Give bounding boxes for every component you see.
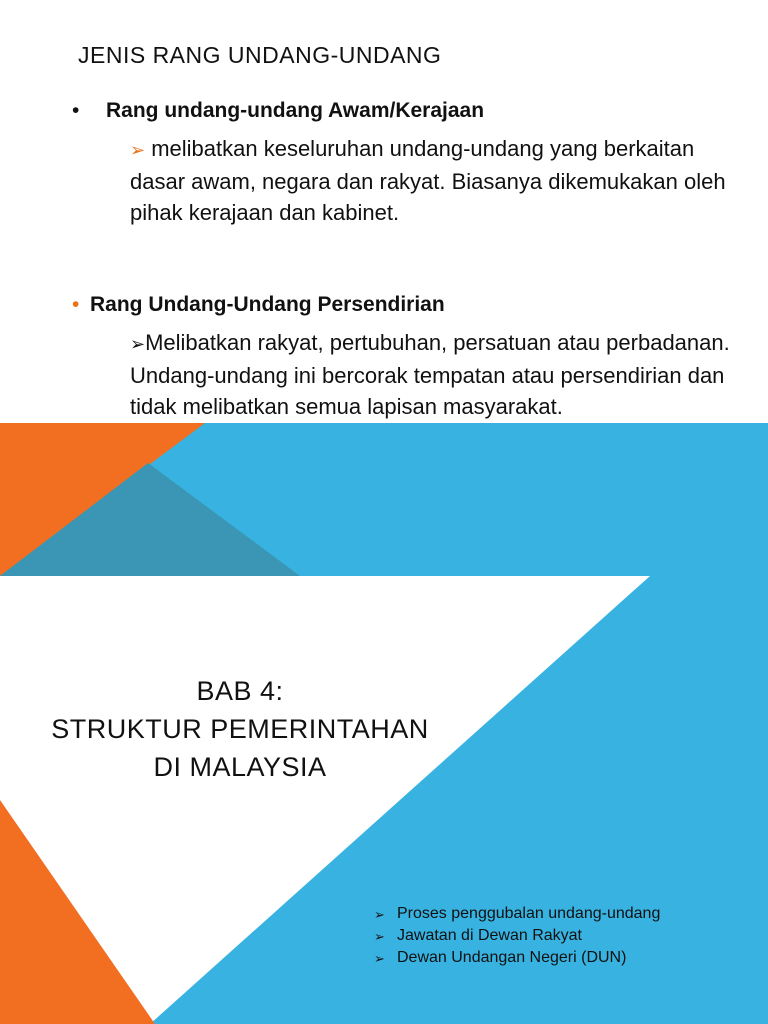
topic-text: Jawatan di Dewan Rakyat [397,927,582,944]
slide-title: JENIS RANG UNDANG-UNDANG [78,42,442,68]
topic-item [374,925,674,947]
bullet-icon: • [72,99,80,122]
section-description [130,133,750,228]
section-private-bill [72,291,750,422]
section-heading [72,291,750,319]
section-description [130,327,750,422]
topic-item [374,903,674,925]
chapter-title-line: STRUKTUR PEMERINTAHAN [51,714,429,744]
arrow-bullet-icon: ➢ [374,907,385,922]
description-text: Melibatkan rakyat, pertubuhan, persatuan atau perbadanan. Undang-undang ini bercorak tempatan atau persendirian dan tidak melibatkan semua lapisan masyarakat. [130,330,730,419]
arrow-bullet-icon: ➢ [374,929,385,944]
chapter-title-line: BAB 4: [196,676,284,706]
chapter-title [20,672,460,786]
arrow-bullet-icon: ➢ [130,334,146,354]
description-text: melibatkan keseluruhan undang-undang yang berkaitan dasar awam, negara dan rakyat. Biasanya dikemukakan oleh pihak kerajaan dan kabinet. [130,136,726,225]
heading-text: Rang Undang-Undang Persendirian [90,293,445,316]
topic-text: Dewan Undangan Negeri (DUN) [397,949,627,966]
topic-list [374,903,674,969]
arrow-bullet-icon: ➢ [130,140,146,160]
heading-text: Rang undang-undang Awam/Kerajaan [106,99,485,122]
arrow-bullet-icon: ➢ [374,951,385,966]
section-heading [72,97,750,125]
topic-item [374,947,674,969]
section-public-bill [72,97,750,228]
chapter-title-line: DI MALAYSIA [153,752,327,782]
topic-text: Proses penggubalan undang-undang [397,905,661,922]
bullet-icon: • [72,293,80,316]
